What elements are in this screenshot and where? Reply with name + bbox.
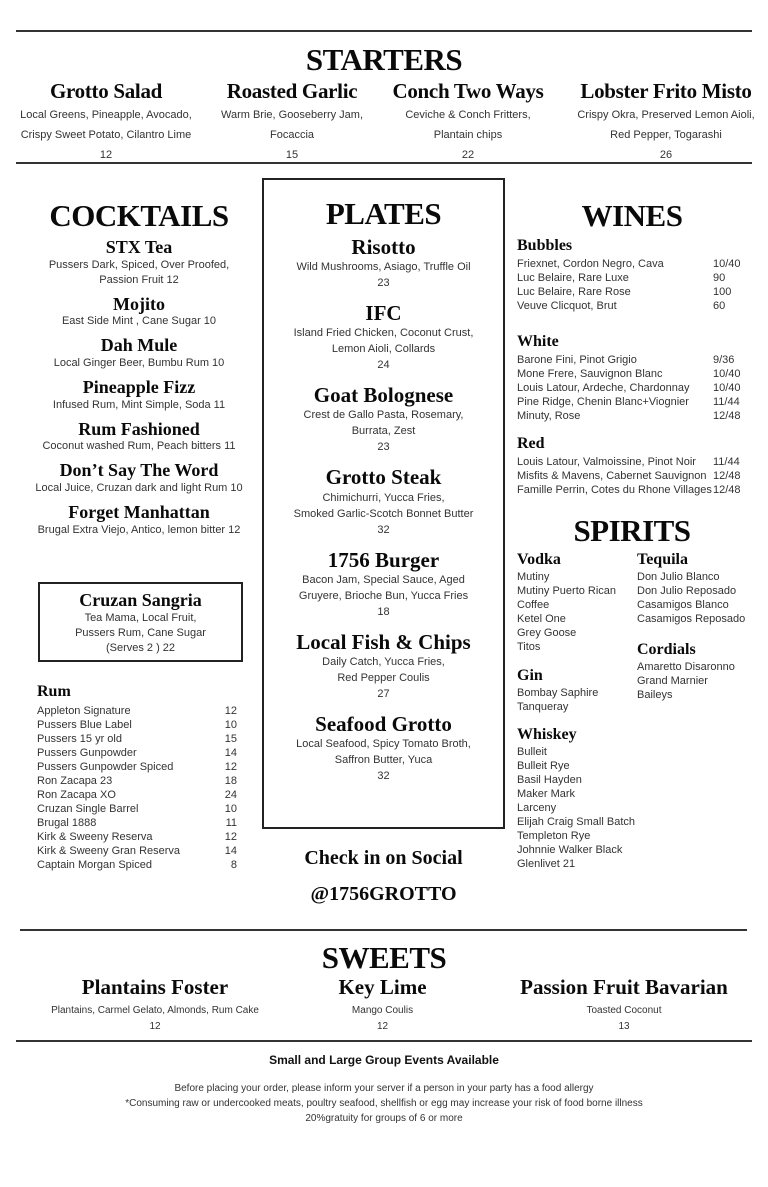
- wines-title: WINES: [581, 198, 683, 233]
- rum-row: [37, 732, 237, 746]
- wine-row: [517, 257, 757, 271]
- wine-row: [517, 409, 757, 423]
- plate-item: [264, 712, 503, 784]
- cocktail-item: [16, 294, 262, 330]
- wine-row: [517, 395, 757, 409]
- rum-row: [37, 788, 237, 802]
- rum-row: [37, 802, 237, 816]
- spirit-item: Ketel One: [517, 613, 566, 625]
- rum-name: Cruzan Single Barrel: [37, 803, 139, 815]
- rum-name: Pussers Blue Label: [37, 719, 132, 731]
- featured-cocktail-name: Cruzan Sangria: [79, 590, 202, 610]
- starter-item: [212, 80, 372, 163]
- spirit-item: Don Julio Reposado: [637, 585, 737, 597]
- spirits-whiskey: [517, 726, 647, 871]
- rum-name: Pussers Gunpowder: [37, 747, 137, 759]
- consumption-warning: *Consuming raw or undercooked meats, poultry seafood, shellfish or egg may increase your risk of food borne illness: [125, 1098, 643, 1109]
- allergy-note: Before placing your order, please inform your server if a person in your party has a food allergy: [174, 1083, 594, 1094]
- cocktail-desc: Brugal Extra Viejo, Antico, lemon bitter 12: [37, 523, 241, 536]
- starter-item: [0, 80, 212, 163]
- spirit-item: Larceny: [517, 802, 557, 814]
- wine-name: Famille Perrin, Cotes du Rhone Villages: [517, 484, 712, 496]
- rum-name: Kirk & Sweeny Gran Reserva: [37, 845, 181, 857]
- rum-name: Appleton Signature: [37, 705, 131, 717]
- spirit-group-title: Tequila: [637, 551, 688, 568]
- sweet-price: 12: [149, 1021, 161, 1033]
- cocktail-desc: Passion Fruit 12: [99, 273, 179, 286]
- plate-desc: Gruyere, Brioche Bun, Yucca Fries: [298, 589, 469, 602]
- plate-desc: Island Fried Chicken, Coconut Crust,: [293, 327, 474, 340]
- cocktails-title: COCKTAILS: [49, 198, 229, 233]
- plate-name: Local Fish & Chips: [296, 629, 471, 654]
- dish-desc: Red Pepper, Togarashi: [610, 129, 722, 142]
- wine-price: 12/48: [713, 470, 741, 482]
- rum-price: 10: [224, 803, 237, 815]
- rum-name: Captain Morgan Spiced: [37, 859, 152, 871]
- dish-desc: Ceviche & Conch Fritters,: [405, 109, 531, 122]
- wine-price: 10/40: [713, 382, 741, 394]
- spirit-item: Grey Goose: [517, 627, 577, 639]
- rum-price: 15: [224, 733, 237, 745]
- sweet-name: Plantains Foster: [81, 975, 229, 999]
- wine-group-title: Bubbles: [517, 237, 573, 254]
- rum-price: 24: [224, 789, 237, 801]
- plate-item: [264, 548, 503, 620]
- cocktail-name: Rum Fashioned: [78, 418, 200, 439]
- plate-name: IFC: [365, 301, 402, 326]
- cocktail-item: [16, 460, 262, 496]
- sweets-top-rule: [20, 929, 747, 931]
- spirit-group-title: Cordials: [637, 641, 696, 658]
- wine-price: 9/36: [713, 354, 735, 366]
- rum-price: 14: [224, 747, 237, 759]
- spirit-item: Elijah Craig Small Batch: [517, 816, 635, 828]
- rum-name: Pussers 15 yr old: [37, 733, 122, 745]
- spirit-group-title: Whiskey: [517, 726, 577, 743]
- gratuity-note: 20%gratuity for groups of 6 or more: [305, 1113, 463, 1124]
- plate-price: 23: [377, 277, 390, 290]
- dish-price: 12: [99, 149, 113, 162]
- wine-name: Louis Latour, Valmoissine, Pinot Noir: [517, 456, 696, 468]
- rum-price: 12: [224, 761, 237, 773]
- rum-row: [37, 774, 237, 788]
- featured-cocktail-price: (Serves 2 ) 22: [105, 641, 176, 654]
- wine-name: Misfits & Mavens, Cabernet Sauvignon: [517, 470, 707, 482]
- plate-price: 18: [377, 605, 390, 618]
- rum-price: 8: [230, 859, 237, 871]
- cocktail-item: [16, 502, 262, 538]
- wine-group-title: Red: [517, 435, 545, 452]
- wine-price: 11/44: [713, 456, 740, 468]
- wine-row: [517, 285, 757, 299]
- plate-desc: Daily Catch, Yucca Fries,: [322, 655, 445, 668]
- rum-row: [37, 844, 237, 858]
- rum-row: [37, 858, 237, 872]
- dish-name: Conch Two Ways: [392, 79, 544, 103]
- rum-price: 12: [224, 831, 237, 843]
- wines-section: [517, 200, 757, 497]
- top-rule: [16, 30, 752, 32]
- plate-name: Goat Bolognese: [313, 383, 454, 408]
- sweet-desc: Mango Coulis: [351, 1005, 414, 1017]
- plate-desc: Burrata, Zest: [351, 425, 416, 438]
- cocktail-desc: Local Ginger Beer, Bumbu Rum 10: [53, 357, 225, 370]
- wine-row: [517, 455, 757, 469]
- starters-title: STARTERS: [305, 42, 463, 77]
- plate-desc: Bacon Jam, Special Sauce, Aged: [302, 573, 465, 586]
- sweet-desc: Toasted Coconut: [586, 1005, 662, 1017]
- wine-name: Pine Ridge, Chenin Blanc+Viognier: [517, 396, 689, 408]
- plate-desc: Lemon Aioli, Collards: [331, 343, 436, 356]
- spirit-item: Maker Mark: [517, 788, 576, 800]
- dish-desc: Warm Brie, Gooseberry Jam,: [220, 109, 363, 122]
- wine-price: 60: [713, 300, 726, 312]
- plate-desc: Chimichurri, Yucca Fries,: [322, 491, 445, 504]
- dish-price: 22: [461, 149, 475, 162]
- wine-price: 10/40: [713, 368, 741, 380]
- starter-item: [372, 80, 564, 163]
- cocktail-desc: East Side Mint , Cane Sugar 10: [61, 315, 217, 328]
- rum-price: 11: [225, 817, 237, 829]
- plate-item: [264, 301, 503, 373]
- wine-name: Minuty, Rose: [517, 410, 581, 422]
- spirit-item: Coffee: [517, 599, 550, 611]
- plate-desc: Saffron Butter, Yuca: [334, 753, 433, 766]
- plate-price: 32: [377, 523, 390, 536]
- wine-name: Barone Fini, Pinot Grigio: [517, 354, 637, 366]
- cocktail-name: Forget Manhattan: [68, 502, 210, 523]
- starter-item: [564, 80, 768, 163]
- plate-price: 23: [377, 441, 390, 454]
- spirit-group-title: Vodka: [517, 551, 561, 568]
- sweet-item: [40, 976, 270, 1035]
- wine-row: [517, 367, 757, 381]
- cocktail-name: Dah Mule: [100, 335, 178, 356]
- sweets-bottom-rule: [16, 1040, 752, 1042]
- wine-name: Luc Belaire, Rare Rose: [517, 286, 631, 298]
- wine-price: 12/48: [713, 410, 741, 422]
- wine-name: Veuve Clicquot, Brut: [517, 300, 617, 312]
- rum-name: Brugal 1888: [37, 817, 97, 829]
- sweet-item: [310, 976, 455, 1035]
- cocktail-desc: Coconut washed Rum, Peach bitters 11: [42, 440, 236, 453]
- spirit-group-title: Gin: [517, 667, 543, 684]
- cocktail-item: [16, 237, 262, 288]
- wine-name: Friexnet, Cordon Negro, Cava: [517, 258, 664, 270]
- rum-price: 12: [224, 705, 237, 717]
- spirits-tequila: [637, 551, 767, 626]
- cocktail-desc: Local Juice, Cruzan dark and light Rum 10: [35, 482, 243, 495]
- social-callout: [262, 840, 505, 912]
- spirit-item: Amaretto Disaronno: [637, 661, 735, 673]
- wine-name: Mone Frere, Sauvignon Blanc: [517, 368, 663, 380]
- spirit-item: Casamigos Blanco: [637, 599, 729, 611]
- social-text: Check in on Social: [304, 847, 463, 869]
- rum-row: [37, 760, 237, 774]
- cocktails-section: [16, 200, 262, 538]
- wine-price: 11/44: [713, 396, 740, 408]
- dish-desc: Focaccia: [269, 129, 315, 142]
- cocktail-item: [16, 335, 262, 371]
- rum-name: Kirk & Sweeny Reserva: [37, 831, 153, 843]
- spirit-item: Casamigos Reposado: [637, 613, 746, 625]
- rum-section: [37, 683, 237, 872]
- rum-row: [37, 704, 237, 718]
- sweet-item: [498, 976, 750, 1035]
- plate-desc: Wild Mushrooms, Asiago, Truffle Oil: [296, 261, 471, 274]
- events-notice: Small and Large Group Events Available: [269, 1053, 499, 1067]
- spirit-item: Baileys: [637, 689, 673, 701]
- spirits-title: SPIRITS: [573, 513, 691, 548]
- allergy-notes: [0, 1081, 768, 1126]
- spirit-item: Glenlivet 21: [517, 858, 576, 870]
- plate-item: [264, 383, 503, 455]
- spirit-item: Grand Marnier: [637, 675, 708, 687]
- cocktail-name: Don’t Say The Word: [59, 460, 219, 481]
- spirit-item: Mutiny Puerto Rican: [517, 585, 617, 597]
- wine-row: [517, 299, 757, 313]
- plate-desc: Local Seafood, Spicy Tomato Broth,: [296, 737, 471, 750]
- cocktail-name: Pineapple Fizz: [82, 377, 196, 398]
- wine-row: [517, 469, 757, 483]
- plate-name: Seafood Grotto: [315, 711, 452, 736]
- rum-row: [37, 718, 237, 732]
- spirit-item: Don Julio Blanco: [637, 571, 720, 583]
- starters-list: [0, 80, 768, 163]
- plate-price: 32: [377, 769, 390, 782]
- rum-price: 14: [224, 845, 237, 857]
- cocktail-item: [16, 377, 262, 413]
- plate-name: Grotto Steak: [325, 465, 442, 490]
- social-handle: @1756GROTTO: [310, 883, 457, 905]
- spirit-item: Titos: [517, 641, 541, 653]
- spirit-item: Bombay Saphire: [517, 687, 599, 699]
- dish-desc: Local Greens, Pineapple, Avocado,: [20, 109, 192, 122]
- cocktail-name: Mojito: [113, 293, 165, 314]
- dish-desc: Plantain chips: [433, 129, 503, 142]
- spirit-item: Bulleit: [517, 746, 547, 758]
- wine-name: Louis Latour, Ardeche, Chardonnay: [517, 382, 690, 394]
- sweets-title: SWEETS: [321, 940, 447, 975]
- rum-row: [37, 830, 237, 844]
- wine-row: [517, 381, 757, 395]
- rum-name: Pussers Gunpowder Spiced: [37, 761, 174, 773]
- plate-item: [264, 630, 503, 702]
- rum-title: Rum: [37, 683, 71, 700]
- rum-name: Ron Zacapa XO: [37, 789, 116, 801]
- wine-row: [517, 483, 757, 497]
- spirit-item: Tanqueray: [517, 701, 569, 713]
- plates-title: PLATES: [325, 196, 442, 231]
- spirit-item: Templeton Rye: [517, 830, 591, 842]
- dish-desc: Crispy Okra, Preserved Lemon Aioli,: [577, 109, 755, 122]
- spirit-item: Mutiny: [517, 571, 550, 583]
- rum-row: [37, 816, 237, 830]
- spirit-item: Johnnie Walker Black: [517, 844, 623, 856]
- starters-bottom-rule: [16, 162, 752, 164]
- cocktail-item: [16, 419, 262, 455]
- plate-item: [264, 465, 503, 537]
- featured-cocktail-desc: Pussers Rum, Cane Sugar: [75, 626, 206, 639]
- sweet-name: Key Lime: [338, 975, 427, 999]
- spirit-item: Basil Hayden: [517, 774, 582, 786]
- spirits-cordials: [637, 641, 767, 702]
- plate-name: Risotto: [351, 235, 416, 259]
- wine-row: [517, 271, 757, 285]
- plate-name: 1756 Burger: [327, 547, 440, 572]
- sweet-desc: Plantains, Carmel Gelato, Almonds, Rum Cake: [51, 1005, 259, 1017]
- dish-price: 26: [659, 149, 673, 162]
- featured-cocktail-desc: Tea Mama, Local Fruit,: [84, 611, 197, 624]
- cocktail-desc: Pussers Dark, Spiced, Over Proofed,: [48, 258, 230, 271]
- plates-section: [262, 178, 505, 829]
- featured-cocktail-box: [38, 582, 243, 662]
- sweet-price: 12: [376, 1021, 389, 1033]
- plate-desc: Smoked Garlic-Scotch Bonnet Butter: [293, 507, 474, 520]
- rum-price: 10: [224, 719, 237, 731]
- plate-desc: Crest de Gallo Pasta, Rosemary,: [303, 409, 464, 422]
- dish-name: Lobster Frito Misto: [580, 79, 752, 103]
- dish-price: 15: [285, 149, 299, 162]
- rum-row: [37, 746, 237, 760]
- sweet-price: 13: [618, 1021, 630, 1033]
- plate-price: 24: [377, 359, 390, 372]
- wine-group-title: White: [517, 333, 559, 350]
- dish-name: Roasted Garlic: [226, 79, 358, 103]
- plate-price: 27: [377, 687, 390, 700]
- wine-price: 100: [713, 286, 732, 298]
- wine-price: 12/48: [713, 484, 741, 496]
- spirits-gin: [517, 667, 647, 714]
- spirits-vodka: [517, 551, 647, 654]
- cocktail-desc: Infused Rum, Mint Simple, Soda 11: [52, 398, 226, 411]
- wine-price: 10/40: [713, 258, 741, 270]
- rum-name: Ron Zacapa 23: [37, 775, 113, 787]
- dish-desc: Crispy Sweet Potato, Cilantro Lime: [20, 129, 192, 142]
- spirit-item: Bulleit Rye: [517, 760, 570, 772]
- plate-item: [264, 235, 503, 291]
- wine-name: Luc Belaire, Rare Luxe: [517, 272, 629, 284]
- sweet-name: Passion Fruit Bavarian: [520, 975, 728, 999]
- rum-price: 18: [224, 775, 237, 787]
- wine-row: [517, 353, 757, 367]
- cocktail-name: STX Tea: [105, 237, 173, 257]
- plate-desc: Red Pepper Coulis: [337, 671, 430, 684]
- dish-name: Grotto Salad: [49, 79, 163, 103]
- wine-price: 90: [713, 272, 726, 284]
